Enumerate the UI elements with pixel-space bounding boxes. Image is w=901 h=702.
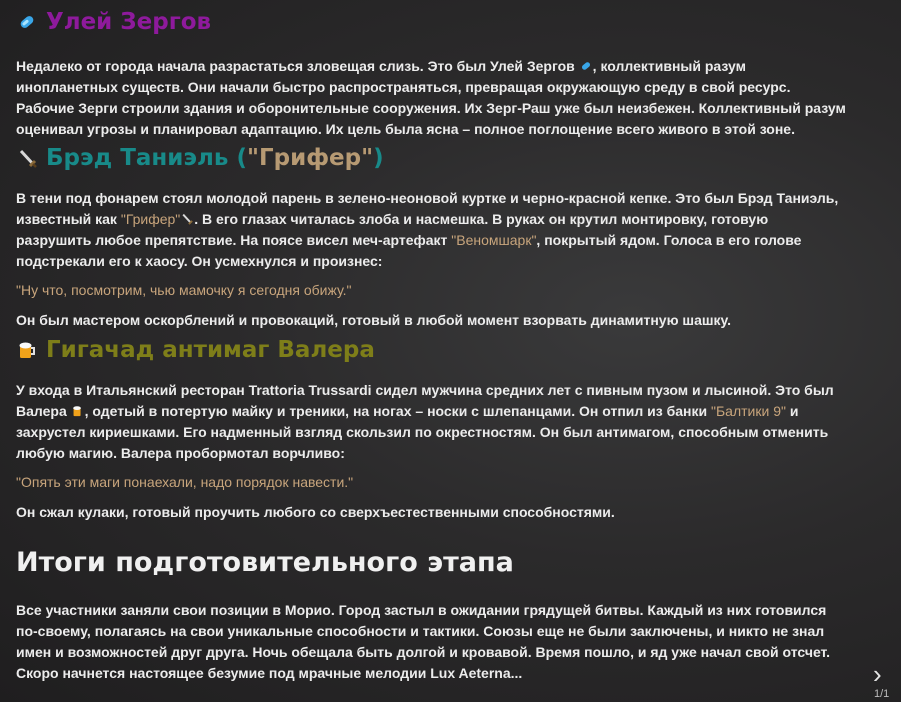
valera-text-2: , одетый в потертую майку и треники, на ногах – носки с шлепанцами. Он отпил из банки — [84, 403, 712, 419]
brad-text-1: В тени под фонарем стоял молодой парень в зелено-неоновой куртке и черно-красной кепке. Это был Брэд Таниэль, известный как — [16, 190, 839, 227]
zerg-text-1: Недалеко от города начала разрастаться зловещая слизь. Это был Улей Зергов — [16, 58, 579, 74]
brad-title-nick: "Грифер" — [246, 145, 374, 171]
brad-text-2: . В его глазах читалась злоба и насмешка. В руках он крутил монтировку, готовую разрушить любое препятствие. На поясе висел меч-артефакт — [16, 211, 769, 248]
brad-title-end: ) — [373, 145, 384, 171]
valera-quote: "Опять эти маги понаехали, надо порядок навести." — [16, 474, 354, 490]
sword-icon — [180, 212, 194, 226]
valera-title-text: Гигачад антимаг Валера — [46, 337, 375, 363]
sword-icon — [16, 147, 38, 169]
page-indicator: 1/1 — [874, 688, 890, 700]
valera-paragraph — [16, 380, 846, 464]
brad-artifact: "Веномшарк" — [451, 232, 537, 248]
zerg-hive-title-text: Улей Зергов — [46, 9, 212, 35]
blue-crystal-icon — [579, 59, 593, 73]
valera-drink: "Балтики 9" — [711, 403, 786, 419]
valera-text-3: и захрустел кириешками. Его надменный взгляд скользил по окрестностям. Он был антимагом, способным отменить любую магию. Валера пробормотал ворчливо: — [16, 403, 829, 461]
zerg-hive-title — [16, 8, 211, 36]
summary-title: Итоги подготовительного этапа — [16, 547, 514, 578]
beer-mug-icon — [16, 339, 38, 361]
brad-nick: "Грифер" — [120, 211, 181, 227]
brad-after: Он был мастером оскорблений и провокаций, готовый в любой момент взорвать динамитную шашку. — [16, 312, 731, 328]
zerg-text-2: , коллективный разум инопланетных существ. Они начали быстро распространяться, превращая окружающую среду в свой ресурс. Рабочие Зерги строили здания и оборонительные сооружения. Их Зерг-Раш уже был неизбежен. Коллективный разум оценивал угрозы и планировал адаптацию. Их цель была ясна – полное поглощение всего живого в этой зоне. — [16, 58, 846, 137]
zerg-hive-paragraph — [16, 56, 846, 140]
blue-crystal-icon — [16, 11, 38, 33]
valera-after: Он сжал кулаки, готовый проучить любого со сверхъестественными способностями. — [16, 504, 615, 520]
valera-text-1: У входа в Итальянский ресторан Trattoria Trussardi сидел мужчина средних лет с пивным пузом и лысиной. Это был Валера — [16, 382, 834, 419]
brad-quote: "Ну что, посмотрим, чью мамочку я сегодня обижу." — [16, 282, 352, 298]
next-page-arrow[interactable]: › — [873, 659, 882, 689]
brad-paragraph — [16, 188, 846, 272]
valera-title — [16, 336, 375, 364]
brad-text-3: , покрытый ядом. Голоса в его голове подстрекали его к хаосу. Он усмехнулся и произнес: — [16, 232, 802, 269]
brad-title-main: Брэд Таниэль ( — [46, 145, 247, 171]
beer-mug-icon — [71, 404, 85, 418]
brad-title — [16, 144, 384, 172]
summary-paragraph: Все участники заняли свои позиции в Морио. Город застыл в ожидании грядущей битвы. Каждый из них готовился по-своему, полагаясь на свои уникальные способности и тактики. Союзы еще не были заключены, и никто не знал имен и возможностей друг друга. Ночь обещала быть долгой и кровавой. Время пошло, и яд уже начал свой отсчет. Скоро начнется настоящее безумие под мрачные мелодии Lux Aeterna... — [16, 602, 831, 681]
